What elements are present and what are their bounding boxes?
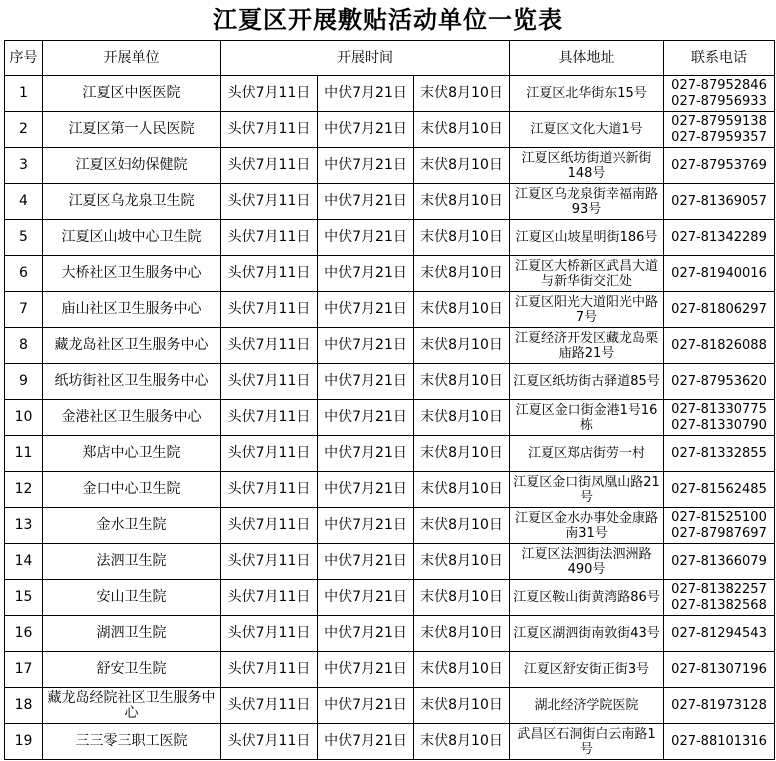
address: 江夏区郑店街劳一村 [510, 436, 664, 472]
time-first: 头伏7月11日 [221, 112, 318, 148]
phone-cell [664, 76, 775, 112]
unit-name: 湖泗卫生院 [43, 616, 221, 652]
time-first: 头伏7月11日 [221, 364, 318, 400]
unit-name: 纸坊街社区卫生服务中心 [43, 364, 221, 400]
phone-number: 027-81382568 [671, 597, 767, 613]
time-first: 头伏7月11日 [221, 508, 318, 544]
time-last: 末伏8月10日 [414, 544, 510, 580]
row-index: 13 [5, 508, 43, 544]
time-last: 末伏8月10日 [414, 616, 510, 652]
row-index: 3 [5, 148, 43, 184]
time-first: 头伏7月11日 [221, 76, 318, 112]
row-index: 4 [5, 184, 43, 220]
row-index: 19 [5, 724, 43, 760]
unit-name: 金口中心卫生院 [43, 472, 221, 508]
phone-cell [664, 508, 775, 544]
phone-cell [664, 472, 775, 508]
row-index: 18 [5, 688, 43, 724]
time-middle: 中伏7月21日 [318, 400, 414, 436]
address: 江夏区金口街金港1号16栋 [510, 400, 664, 436]
table-body [5, 76, 775, 760]
table-row [5, 148, 775, 184]
table-row [5, 112, 775, 148]
time-first: 头伏7月11日 [221, 328, 318, 364]
phone-number: 027-87953620 [671, 373, 767, 389]
address: 江夏区纸坊街古驿道85号 [510, 364, 664, 400]
row-index: 2 [5, 112, 43, 148]
table-row [5, 544, 775, 580]
time-middle: 中伏7月21日 [318, 364, 414, 400]
unit-name: 舒安卫生院 [43, 652, 221, 688]
phone-cell [664, 688, 775, 724]
unit-name: 江夏区山坡中心卫生院 [43, 220, 221, 256]
row-index: 17 [5, 652, 43, 688]
time-last: 末伏8月10日 [414, 364, 510, 400]
time-last: 末伏8月10日 [414, 436, 510, 472]
phone-cell [664, 580, 775, 616]
unit-name: 三三零三职工医院 [43, 724, 221, 760]
table-row [5, 292, 775, 328]
address: 江夏区山坡星明街186号 [510, 220, 664, 256]
time-middle: 中伏7月21日 [318, 436, 414, 472]
phone-cell [664, 256, 775, 292]
address: 江夏区金水办事处金康路南31号 [510, 508, 664, 544]
time-last: 末伏8月10日 [414, 220, 510, 256]
time-last: 末伏8月10日 [414, 292, 510, 328]
row-index: 15 [5, 580, 43, 616]
time-middle: 中伏7月21日 [318, 472, 414, 508]
time-middle: 中伏7月21日 [318, 256, 414, 292]
table-row [5, 436, 775, 472]
time-middle: 中伏7月21日 [318, 112, 414, 148]
header-phone: 联系电话 [664, 41, 775, 76]
page-title: 江夏区开展敷贴活动单位一览表 [213, 5, 563, 34]
phone-cell [664, 292, 775, 328]
time-last: 末伏8月10日 [414, 328, 510, 364]
unit-name: 江夏区中医医院 [43, 76, 221, 112]
phone-cell [664, 652, 775, 688]
table-row [5, 472, 775, 508]
address: 江夏区金口街凤凰山路21号 [510, 472, 664, 508]
row-index: 10 [5, 400, 43, 436]
address: 江夏区阳光大道阳光中路7号 [510, 292, 664, 328]
phone-number: 027-81342289 [671, 229, 767, 245]
table-row [5, 256, 775, 292]
address: 江夏区鞍山街黄湾路86号 [510, 580, 664, 616]
time-first: 头伏7月11日 [221, 184, 318, 220]
row-index: 9 [5, 364, 43, 400]
time-first: 头伏7月11日 [221, 472, 318, 508]
phone-number: 027-81806297 [671, 301, 767, 317]
time-last: 末伏8月10日 [414, 184, 510, 220]
row-index: 1 [5, 76, 43, 112]
phone-number: 027-81369057 [671, 193, 767, 209]
time-first: 头伏7月11日 [221, 724, 318, 760]
phone-number: 027-88101316 [671, 733, 767, 749]
time-middle: 中伏7月21日 [318, 220, 414, 256]
unit-name: 大桥社区卫生服务中心 [43, 256, 221, 292]
phone-number: 027-87956933 [671, 93, 767, 109]
phone-cell [664, 724, 775, 760]
table-row [5, 328, 775, 364]
phone-number: 027-81307196 [671, 661, 767, 677]
unit-name: 庙山社区卫生服务中心 [43, 292, 221, 328]
phone-number: 027-81330790 [671, 417, 767, 433]
time-last: 末伏8月10日 [414, 400, 510, 436]
time-last: 末伏8月10日 [414, 112, 510, 148]
time-first: 头伏7月11日 [221, 544, 318, 580]
phone-number: 027-81940016 [671, 265, 767, 281]
time-first: 头伏7月11日 [221, 436, 318, 472]
row-index: 5 [5, 220, 43, 256]
time-middle: 中伏7月21日 [318, 616, 414, 652]
time-last: 末伏8月10日 [414, 508, 510, 544]
time-middle: 中伏7月21日 [318, 580, 414, 616]
unit-name: 安山卫生院 [43, 580, 221, 616]
time-middle: 中伏7月21日 [318, 328, 414, 364]
phone-cell [664, 364, 775, 400]
time-middle: 中伏7月21日 [318, 652, 414, 688]
unit-name: 江夏区乌龙泉卫生院 [43, 184, 221, 220]
time-first: 头伏7月11日 [221, 580, 318, 616]
phone-number: 027-81294543 [671, 625, 767, 641]
address: 江夏区北华街东15号 [510, 76, 664, 112]
phone-number: 027-87987697 [671, 525, 767, 541]
time-last: 末伏8月10日 [414, 76, 510, 112]
table-row [5, 724, 775, 760]
time-first: 头伏7月11日 [221, 220, 318, 256]
row-index: 8 [5, 328, 43, 364]
row-index: 7 [5, 292, 43, 328]
row-index: 16 [5, 616, 43, 652]
time-middle: 中伏7月21日 [318, 508, 414, 544]
time-last: 末伏8月10日 [414, 580, 510, 616]
phone-number: 027-87959138 [671, 113, 767, 129]
table-row [5, 76, 775, 112]
time-middle: 中伏7月21日 [318, 688, 414, 724]
time-middle: 中伏7月21日 [318, 544, 414, 580]
table-row [5, 400, 775, 436]
unit-name: 江夏区第一人民医院 [43, 112, 221, 148]
phone-cell [664, 220, 775, 256]
time-first: 头伏7月11日 [221, 616, 318, 652]
table-row [5, 508, 775, 544]
phone-number: 027-81366079 [671, 553, 767, 569]
phone-cell [664, 544, 775, 580]
address: 江夏区舒安街正街3号 [510, 652, 664, 688]
time-middle: 中伏7月21日 [318, 724, 414, 760]
activity-units-table [4, 40, 775, 760]
table-row [5, 580, 775, 616]
address: 江夏区湖泗街南敦街43号 [510, 616, 664, 652]
time-middle: 中伏7月21日 [318, 76, 414, 112]
table-row [5, 652, 775, 688]
unit-name: 藏龙岛经院社区卫生服务中心 [43, 688, 221, 724]
time-middle: 中伏7月21日 [318, 148, 414, 184]
phone-number: 027-81562485 [671, 481, 767, 497]
address: 江夏区乌龙泉街幸福南路93号 [510, 184, 664, 220]
phone-number: 027-81973128 [671, 697, 767, 713]
row-index: 12 [5, 472, 43, 508]
table-row [5, 184, 775, 220]
unit-name: 法泗卫生院 [43, 544, 221, 580]
phone-number: 027-81382257 [671, 581, 767, 597]
phone-cell [664, 112, 775, 148]
phone-number: 027-81826088 [671, 337, 767, 353]
row-index: 11 [5, 436, 43, 472]
phone-cell [664, 616, 775, 652]
table-row [5, 688, 775, 724]
address: 江夏区法泗街法泗洲路490号 [510, 544, 664, 580]
phone-number: 027-87953769 [671, 157, 767, 173]
phone-cell [664, 184, 775, 220]
row-index: 6 [5, 256, 43, 292]
time-middle: 中伏7月21日 [318, 184, 414, 220]
time-last: 末伏8月10日 [414, 688, 510, 724]
table-row [5, 616, 775, 652]
phone-cell [664, 148, 775, 184]
phone-number: 027-81332855 [671, 445, 767, 461]
address: 江夏区文化大道1号 [510, 112, 664, 148]
time-middle: 中伏7月21日 [318, 292, 414, 328]
header-time: 开展时间 [221, 41, 510, 76]
phone-number: 027-81330775 [671, 401, 767, 417]
phone-cell [664, 436, 775, 472]
time-last: 末伏8月10日 [414, 472, 510, 508]
time-first: 头伏7月11日 [221, 148, 318, 184]
phone-cell [664, 328, 775, 364]
phone-number: 027-87952846 [671, 77, 767, 93]
header-unit: 开展单位 [43, 41, 221, 76]
time-first: 头伏7月11日 [221, 400, 318, 436]
header-row [5, 41, 775, 76]
address: 武昌区石洞街白云南路1号 [510, 724, 664, 760]
header-index: 序号 [5, 41, 43, 76]
address: 江夏经济开发区藏龙岛栗庙路21号 [510, 328, 664, 364]
address: 江夏区大桥新区武昌大道与新华街交汇处 [510, 256, 664, 292]
unit-name: 郑店中心卫生院 [43, 436, 221, 472]
unit-name: 金水卫生院 [43, 508, 221, 544]
time-first: 头伏7月11日 [221, 652, 318, 688]
time-first: 头伏7月11日 [221, 292, 318, 328]
header-address: 具体地址 [510, 41, 664, 76]
time-last: 末伏8月10日 [414, 148, 510, 184]
table-row [5, 220, 775, 256]
time-first: 头伏7月11日 [221, 688, 318, 724]
table-row [5, 364, 775, 400]
time-first: 头伏7月11日 [221, 256, 318, 292]
address: 湖北经济学院医院 [510, 688, 664, 724]
phone-cell [664, 400, 775, 436]
unit-name: 江夏区妇幼保健院 [43, 148, 221, 184]
phone-number: 027-81525100 [671, 509, 767, 525]
time-last: 末伏8月10日 [414, 724, 510, 760]
time-last: 末伏8月10日 [414, 652, 510, 688]
row-index: 14 [5, 544, 43, 580]
time-last: 末伏8月10日 [414, 256, 510, 292]
unit-name: 金港社区卫生服务中心 [43, 400, 221, 436]
address: 江夏区纸坊街道兴新街148号 [510, 148, 664, 184]
phone-number: 027-87959357 [671, 129, 767, 145]
unit-name: 藏龙岛社区卫生服务中心 [43, 328, 221, 364]
